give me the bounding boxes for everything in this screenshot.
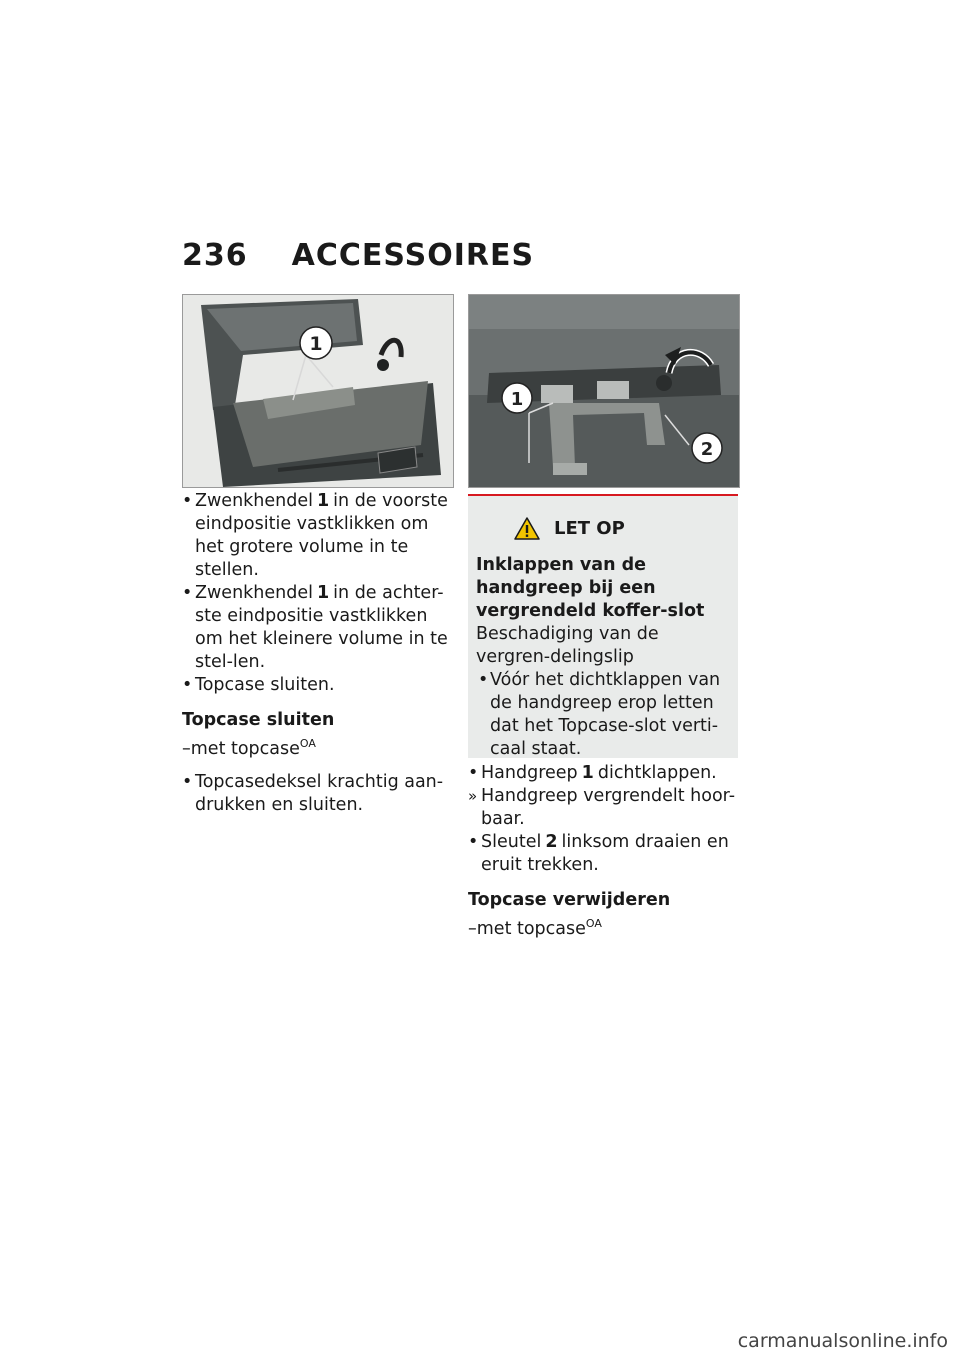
warning-bullet: • Vóór het dichtklappen van de handgreep erop letten dat het Topcase-slot verti-caal staat. xyxy=(476,669,730,761)
warning-triangle-icon xyxy=(514,516,540,540)
section-title: Topcase verwijderen xyxy=(468,890,671,910)
section-subtitle: –met topcase$^{OA}$ xyxy=(182,737,316,759)
callout-1: 1 xyxy=(309,333,323,355)
bullet-item: • Topcasedeksel krachtig aan-drukken en sluiten. xyxy=(182,771,454,817)
ref-number: 1 xyxy=(316,583,330,603)
callout-1: 1 xyxy=(510,389,524,410)
bullet-item: • Zwenkhendel 1 in de voorste eindpositie vastklikken om het grotere volume in te stellen. xyxy=(182,490,454,582)
warning-heading: Inklappen van de handgreep bij een vergrendeld koffer-slot xyxy=(476,555,705,621)
page-number: 236 xyxy=(182,238,248,273)
bullet-item: • Topcase sluiten. xyxy=(182,674,454,697)
figure-topcase-handle xyxy=(468,294,740,488)
bullet-item: • Handgreep 1 dichtklappen. xyxy=(468,762,738,785)
warning-label: LET OP xyxy=(554,517,625,539)
callout-2: 2 xyxy=(700,439,714,460)
section-subtitle: –met topcase$^{OA}$ xyxy=(468,917,602,939)
warning-title xyxy=(514,516,730,540)
warning-box xyxy=(468,494,738,758)
page-header xyxy=(182,238,534,273)
section-title: Topcase sluiten xyxy=(182,710,335,730)
ref-number: 1 xyxy=(316,491,330,511)
bullet-item: • Zwenkhendel 1 in de achter-ste eindpositie vastklikken om het kleinere volume in te stel-len. xyxy=(182,582,454,674)
ref-number: 2 xyxy=(545,832,558,852)
bullet-item: • Sleutel 2 linksom draaien en eruit trekken. xyxy=(468,831,738,877)
ref-number: 1 xyxy=(581,763,594,783)
warning-body: Beschadiging van de vergren-delingslip xyxy=(476,624,659,667)
topcase-handle-illustration xyxy=(469,295,739,487)
result-item: » Handgreep vergrendelt hoor-baar. xyxy=(468,785,738,831)
chapter-title: ACCESSOIRES xyxy=(291,238,535,273)
right-column xyxy=(468,762,738,951)
watermark: carmanualsonline.info xyxy=(737,1330,948,1352)
topcase-open-illustration xyxy=(183,295,453,487)
left-column xyxy=(182,490,454,817)
figure-topcase-open xyxy=(182,294,454,488)
